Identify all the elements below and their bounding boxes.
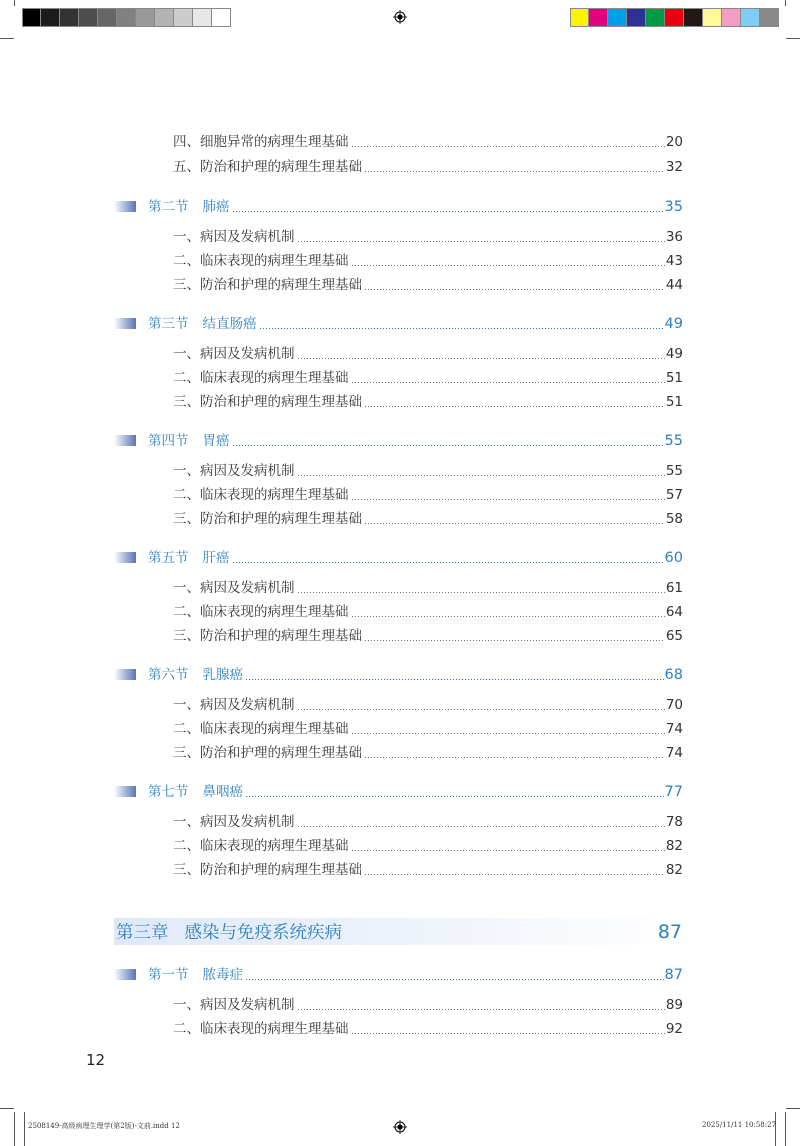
section-marker-icon [114, 552, 136, 563]
crop-mark [775, 1112, 776, 1146]
toc-entry-page: 51 [665, 370, 683, 386]
section-number: 第五节 [148, 550, 189, 566]
toc-entry[interactable] [173, 274, 683, 294]
toc-entry[interactable] [173, 226, 683, 246]
toc-entry-page: 20 [665, 134, 683, 150]
dot-leader [297, 358, 665, 359]
toc-entry-label: 三、防治和护理的病理生理基础 [173, 628, 362, 644]
grayscale-swatch [79, 8, 98, 27]
dot-leader [297, 709, 665, 710]
grayscale-swatch [174, 8, 193, 27]
section-page: 77 [664, 784, 683, 800]
grayscale-swatch [98, 8, 117, 27]
dot-leader [364, 757, 665, 758]
crop-mark [786, 1108, 800, 1109]
section-marker-icon [114, 969, 136, 980]
grayscale-swatch [60, 8, 79, 27]
color-swatch [646, 8, 665, 27]
registration-mark-icon [393, 1120, 407, 1134]
toc-entry-page: 44 [665, 277, 683, 293]
toc-entry-page: 89 [665, 997, 683, 1013]
toc-entry-label: 一、病因及发病机制 [173, 229, 295, 245]
toc-entry-label: 二、临床表现的病理生理基础 [173, 487, 349, 503]
grayscale-swatch [155, 8, 174, 27]
toc-entry[interactable] [173, 156, 683, 176]
toc-entry-page: 82 [665, 838, 683, 854]
toc-entry-page: 49 [665, 346, 683, 362]
toc-entry-page: 92 [665, 1021, 683, 1037]
grayscale-swatch [117, 8, 136, 27]
toc-entry[interactable] [173, 835, 683, 855]
toc-entry[interactable] [173, 811, 683, 831]
dot-leader [297, 241, 665, 242]
toc-entry[interactable] [173, 484, 683, 504]
toc-entry[interactable] [173, 577, 683, 597]
toc-section[interactable] [114, 664, 683, 684]
section-page: 60 [664, 550, 683, 566]
dot-leader [351, 146, 665, 147]
grayscale-swatch [212, 8, 231, 27]
toc-entry-label: 三、防治和护理的病理生理基础 [173, 745, 362, 761]
section-page: 68 [664, 667, 683, 683]
toc-section[interactable] [114, 781, 683, 801]
toc-section[interactable] [114, 196, 683, 216]
toc-section[interactable] [114, 964, 683, 984]
toc-entry-page: 55 [665, 463, 683, 479]
dot-leader [232, 562, 664, 563]
dot-leader [232, 445, 664, 446]
toc-entry-label: 四、细胞异常的病理生理基础 [173, 134, 349, 150]
color-swatch [570, 8, 589, 27]
section-title: 鼻咽癌 [202, 784, 243, 800]
toc-entry-label: 二、临床表现的病理生理基础 [173, 604, 349, 620]
toc-entry-page: 61 [665, 580, 683, 596]
dot-leader [364, 874, 665, 875]
toc-entry-label: 一、病因及发病机制 [173, 814, 295, 830]
dot-leader [351, 1033, 665, 1034]
dot-leader [351, 733, 665, 734]
section-marker-icon [114, 201, 136, 212]
dot-leader [351, 850, 665, 851]
toc-entry[interactable] [173, 859, 683, 879]
toc-entry-label: 二、临床表现的病理生理基础 [173, 1021, 349, 1037]
toc-section[interactable] [114, 547, 683, 567]
dot-leader [232, 211, 664, 212]
dot-leader [351, 616, 665, 617]
dot-leader [364, 406, 665, 407]
dot-leader [297, 592, 665, 593]
toc-entry-label: 二、临床表现的病理生理基础 [173, 370, 349, 386]
crop-mark [785, 0, 786, 6]
chapter-heading[interactable] [114, 918, 688, 945]
toc-entry-label: 二、临床表现的病理生理基础 [173, 253, 349, 269]
registration-mark-icon [393, 10, 407, 24]
dot-leader [297, 475, 665, 476]
section-title: 肝癌 [202, 550, 230, 566]
section-title: 肺癌 [202, 199, 230, 215]
section-marker-icon [114, 318, 136, 329]
section-marker-icon [114, 786, 136, 797]
toc-entry-label: 三、防治和护理的病理生理基础 [173, 862, 362, 878]
crop-mark [14, 1112, 15, 1146]
toc-entry[interactable] [173, 131, 683, 151]
dot-leader [351, 382, 665, 383]
toc-entry[interactable] [173, 460, 683, 480]
section-number: 第三节 [148, 316, 189, 332]
section-title: 脓毒症 [202, 967, 243, 983]
section-title: 胃癌 [202, 433, 230, 449]
dot-leader [364, 289, 665, 290]
toc-entry-label: 二、临床表现的病理生理基础 [173, 721, 349, 737]
toc-entry-label: 一、病因及发病机制 [173, 463, 295, 479]
color-swatch [665, 8, 684, 27]
toc-entry[interactable] [173, 994, 683, 1014]
color-swatch [760, 8, 779, 27]
timestamp-slug: 2025/11/11 10:58:27 [702, 1121, 777, 1129]
toc-entry-label: 一、病因及发病机制 [173, 346, 295, 362]
toc-entry[interactable] [173, 742, 683, 762]
color-swatch [741, 8, 760, 27]
section-number: 第六节 [148, 667, 189, 683]
color-swatch [703, 8, 722, 27]
page-number: 12 [86, 1051, 106, 1069]
toc-entry-label: 一、病因及发病机制 [173, 580, 295, 596]
toc-entry-label: 三、防治和护理的病理生理基础 [173, 511, 362, 527]
dot-leader [364, 640, 665, 641]
color-swatch [722, 8, 741, 27]
dot-leader [259, 328, 664, 329]
grayscale-swatch [22, 8, 41, 27]
toc-entry-label: 三、防治和护理的病理生理基础 [173, 394, 362, 410]
toc-entry[interactable] [173, 1018, 683, 1038]
toc-entry[interactable] [173, 508, 683, 528]
grayscale-swatch [41, 8, 60, 27]
toc-entry-page: 82 [665, 862, 683, 878]
toc-entry[interactable] [173, 367, 683, 387]
toc-entry-label: 一、病因及发病机制 [173, 997, 295, 1013]
toc-entry-page: 74 [665, 745, 683, 761]
dot-leader [245, 796, 664, 797]
file-slug: 2508149-高级病理生理学(第2版)-文前.indd 12 [28, 1122, 180, 1130]
grayscale-swatch [136, 8, 155, 27]
grayscale-swatch [193, 8, 212, 27]
toc-entry[interactable] [173, 250, 683, 270]
toc-entry-label: 五、防治和护理的病理生理基础 [173, 159, 362, 175]
section-number: 第七节 [148, 784, 189, 800]
chapter-title: 感染与免疫系统疾病 [184, 923, 342, 943]
grayscale-calibration-bar [22, 8, 231, 27]
section-number: 第一节 [148, 967, 189, 983]
dot-leader [364, 171, 665, 172]
toc-entry-page: 32 [665, 159, 683, 175]
dot-leader [245, 979, 664, 980]
section-title: 结直肠癌 [202, 316, 257, 332]
crop-mark [24, 1112, 25, 1146]
toc-entry-page: 78 [665, 814, 683, 830]
dot-leader [351, 499, 665, 500]
toc-entry-page: 64 [665, 604, 683, 620]
color-swatch [627, 8, 646, 27]
section-page: 55 [664, 433, 683, 449]
toc-entry[interactable] [173, 718, 683, 738]
section-page: 35 [664, 199, 683, 215]
chapter-number: 第三章 [116, 923, 169, 943]
toc-entry-page: 57 [665, 487, 683, 503]
toc-section[interactable] [114, 313, 683, 333]
section-number: 第二节 [148, 199, 189, 215]
crop-mark [0, 38, 14, 39]
toc-entry[interactable] [173, 625, 683, 645]
dot-leader [351, 265, 665, 266]
toc-entry-page: 58 [665, 511, 683, 527]
dot-leader [297, 826, 665, 827]
toc-entry-label: 一、病因及发病机制 [173, 697, 295, 713]
color-swatch [608, 8, 627, 27]
toc-entry-page: 74 [665, 721, 683, 737]
toc-entry-label: 二、临床表现的病理生理基础 [173, 838, 349, 854]
toc-entry-page: 70 [665, 697, 683, 713]
toc-entry-page: 43 [665, 253, 683, 269]
crop-mark [14, 0, 15, 6]
section-page: 87 [664, 967, 683, 983]
toc-entry[interactable] [173, 391, 683, 411]
crop-mark [785, 1112, 786, 1146]
toc-entry-page: 51 [665, 394, 683, 410]
section-page: 49 [664, 316, 683, 332]
section-title: 乳腺癌 [202, 667, 243, 683]
dot-leader [297, 1009, 665, 1010]
section-marker-icon [114, 435, 136, 446]
toc-entry-label: 三、防治和护理的病理生理基础 [173, 277, 362, 293]
chapter-page-number: 87 [657, 920, 682, 943]
section-marker-icon [114, 669, 136, 680]
toc-entry[interactable] [173, 343, 683, 363]
color-swatch [589, 8, 608, 27]
toc-entry[interactable] [173, 601, 683, 621]
dot-leader [245, 679, 664, 680]
color-calibration-bar [570, 8, 779, 27]
toc-section[interactable] [114, 430, 683, 450]
crop-mark [786, 38, 800, 39]
section-number: 第四节 [148, 433, 189, 449]
toc-entry[interactable] [173, 694, 683, 714]
color-swatch [684, 8, 703, 27]
toc-entry-page: 65 [665, 628, 683, 644]
toc-entry-page: 36 [665, 229, 683, 245]
crop-mark [0, 1108, 14, 1109]
dot-leader [364, 523, 665, 524]
